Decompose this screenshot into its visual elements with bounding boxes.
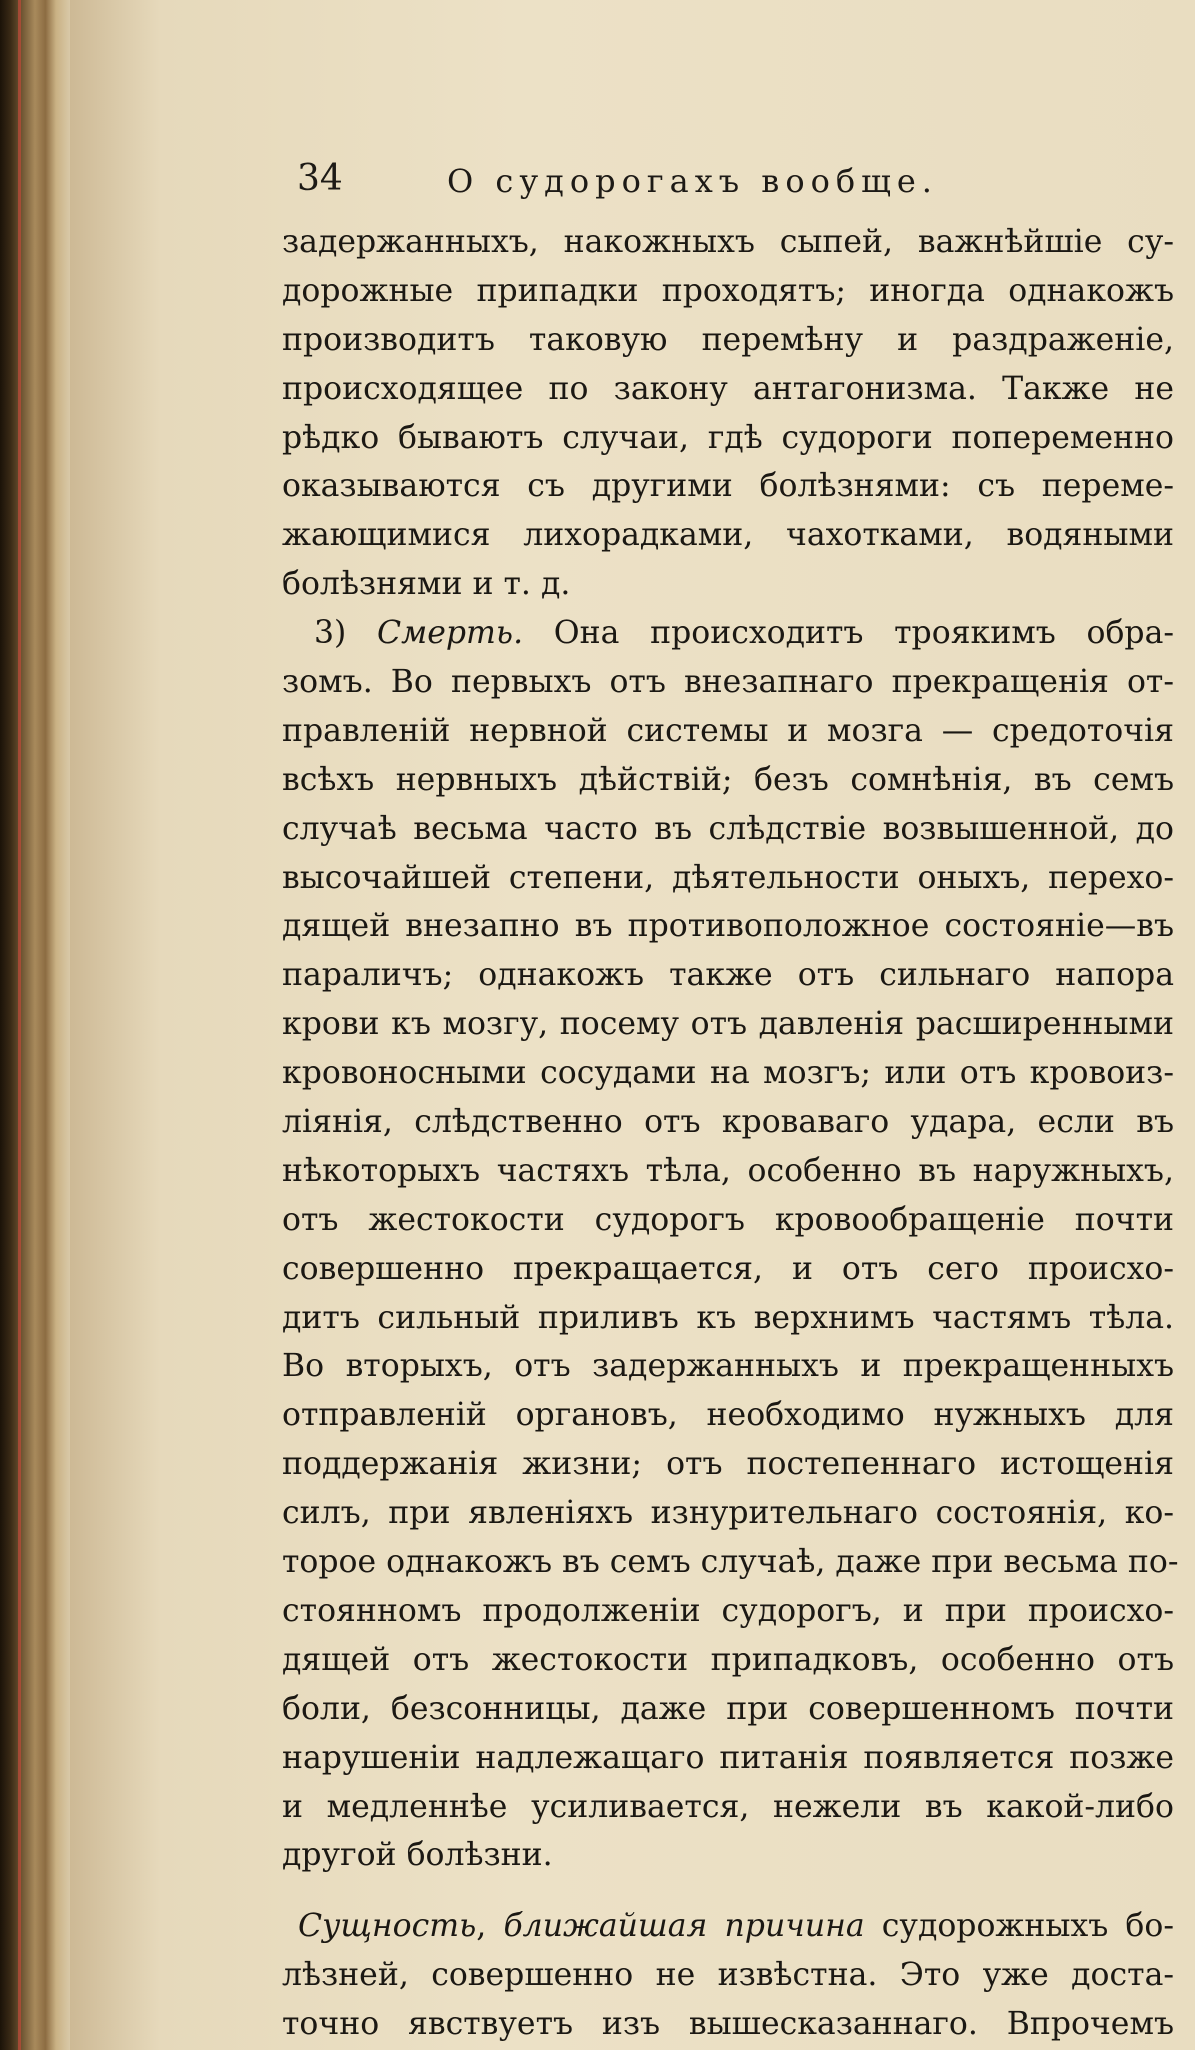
text-line: поддержанія жизни; отъ постепеннаго истощенія xyxy=(282,1446,1174,1483)
text-line: отправленій органовъ, необходимо нужныхъ для xyxy=(282,1397,1174,1434)
paragraph-gap xyxy=(282,1880,1174,1902)
book-edge xyxy=(0,0,70,2050)
text-line: отъ жестокости судорогъ кровообращеніе почти xyxy=(282,1201,1174,1238)
text-line: правленій нервной системы и мозга — средоточія xyxy=(282,712,1174,749)
text-line xyxy=(282,609,1174,658)
text-span: Она происходитъ троякимъ обра- xyxy=(523,615,1175,652)
page-header xyxy=(297,158,1047,208)
text-line: производитъ таковую перемѣну и раздраженіе, xyxy=(282,321,1174,358)
text-line: дящей отъ жестокости припадковъ, особенно отъ xyxy=(282,1641,1174,1678)
text-line: рѣдко бываютъ случаи, гдѣ судороги попеременно xyxy=(282,419,1174,456)
paragraph-3 xyxy=(282,1902,1174,2049)
text-line: жающимися лихорадками, чахотками, водяными xyxy=(282,517,1174,554)
text-line: боли, безсонницы, даже при совершенномъ почти xyxy=(282,1690,1174,1727)
text-line: случаѣ весьма часто въ слѣдствіе возвышенной, до xyxy=(282,810,1174,847)
text-line: ліянія, слѣдственно отъ кроваваго удара, если въ xyxy=(282,1104,1174,1141)
page-body xyxy=(282,218,1179,2049)
text-line: стоянномъ продолженіи судорогъ, и при происхо- xyxy=(282,1592,1174,1629)
text-line: другой болѣзни. xyxy=(282,1837,553,1874)
text-line: задержанныхъ, накожныхъ сыпей, важнѣйшіе су- xyxy=(282,224,1174,260)
paragraph-1 xyxy=(282,218,1174,609)
text-line: крови къ мозгу, посему отъ давленія расширенными xyxy=(282,1006,1174,1043)
italic-term: Смерть. xyxy=(377,615,524,652)
italic-term: ближайшая причина xyxy=(503,1908,865,1945)
text-line: Во вторыхъ, отъ задержанныхъ и прекращенныхъ xyxy=(282,1348,1174,1385)
running-title: О судорогахъ вообще. xyxy=(447,162,938,200)
text-line: точно явствуетъ изъ вышесказаннаго. Впрочемъ xyxy=(282,2006,1174,2043)
text-line xyxy=(282,1902,1174,1951)
text-line: кровоносными сосудами на мозгъ; или отъ кровоиз- xyxy=(282,1055,1174,1092)
paragraph-2 xyxy=(282,609,1179,1880)
text-line: дорожные припадки проходятъ; иногда однакожъ xyxy=(282,272,1174,309)
text-line: нарушеніи надлежащаго питанія появляется позже xyxy=(282,1739,1174,1776)
page-number: 34 xyxy=(297,158,343,199)
text-line: лѣзней, совершенно не извѣстна. Это уже доста- xyxy=(282,1957,1174,1994)
text-line: параличъ; однакожъ также отъ сильнаго напора xyxy=(282,957,1174,994)
text-line: всѣхъ нервныхъ дѣйствій; безъ сомнѣнія, въ семъ xyxy=(282,761,1174,798)
text-span: , xyxy=(476,1908,504,1945)
text-line: зомъ. Во первыхъ отъ внезапнаго прекращенія от- xyxy=(282,664,1174,701)
text-line: дитъ сильный приливъ къ верхнимъ частямъ тѣла. xyxy=(282,1299,1174,1336)
text-line: совершенно прекращается, и отъ сего происхо- xyxy=(282,1250,1174,1287)
text-span: судорожныхъ бо- xyxy=(864,1908,1174,1945)
text-line: происходящее по закону антагонизма. Также не xyxy=(282,370,1174,407)
text-line: нѣкоторыхъ частяхъ тѣла, особенно въ наружныхъ, xyxy=(282,1152,1174,1189)
text-line: дящей внезапно въ противоположное состояніе—въ xyxy=(282,908,1174,945)
text-line: и медленнѣе усиливается, нежели въ какой-либо xyxy=(282,1788,1174,1825)
text-line: оказываются съ другими болѣзнями: съ переме- xyxy=(282,468,1174,505)
list-marker: 3) xyxy=(314,615,378,652)
text-line: болѣзнями и т. д. xyxy=(282,566,571,603)
text-line: торое однакожъ въ семъ случаѣ, даже при весьма по- xyxy=(282,1544,1179,1581)
page-edge-mark xyxy=(18,0,21,2050)
italic-term: Сущность xyxy=(298,1908,477,1945)
text-line: силъ, при явленіяхъ изнурительнаго состоянія, ко- xyxy=(282,1495,1174,1532)
text-line: высочайшей степени, дѣятельности оныхъ, перехо- xyxy=(282,859,1174,896)
